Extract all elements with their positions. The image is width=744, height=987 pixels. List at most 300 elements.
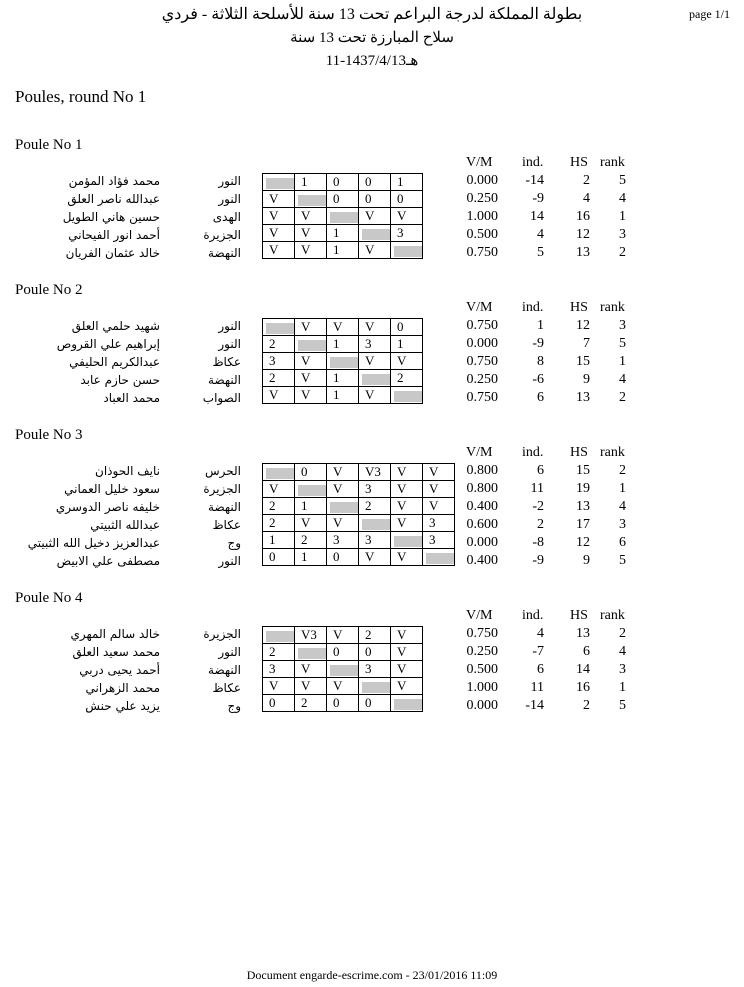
self-cell [263, 627, 295, 644]
ind-value: 5 [537, 245, 544, 260]
fencer-name: عبدالكريم الحليفي [69, 355, 160, 369]
hs-value: 19 [576, 481, 590, 496]
vm-value: 0.600 [466, 517, 498, 532]
poule-grid [262, 626, 423, 712]
hs-header: HS [570, 445, 588, 460]
tournament-title: بطولة المملكة لدرجة البراعم تحت 13 سنة للأسلحة الثلاثة - فردي [161, 6, 583, 23]
bout-result: V [263, 387, 295, 404]
bout-result: V [295, 242, 327, 259]
rank-value: 6 [619, 535, 626, 550]
grid-row [263, 174, 423, 191]
fencer-club: عكاظ [212, 355, 241, 369]
bout-result: 0 [263, 549, 295, 566]
rank-value: 1 [619, 680, 626, 695]
vm-value: 0.750 [466, 390, 498, 405]
vm-value: 0.400 [466, 499, 498, 514]
fencer-name: عبدالعزيز دخيل الله الثبيتي [27, 536, 160, 550]
fencer-name: إبراهيم علي القروص [56, 337, 160, 351]
ind-value: -9 [532, 191, 544, 206]
bout-result: V [327, 678, 359, 695]
fencer-club: الجزيرة [203, 482, 241, 496]
fencer-name: يزيد علي حنش [85, 699, 160, 713]
bout-result: 1 [295, 174, 327, 191]
fencer-name: عبدالله ناصر العلق [67, 192, 160, 206]
bout-result: V [295, 515, 327, 532]
rank-value: 2 [619, 626, 626, 641]
self-cell [295, 644, 327, 661]
hs-value: 14 [576, 662, 590, 677]
self-cell [327, 498, 359, 515]
bout-result: 2 [359, 627, 391, 644]
rank-value: 3 [619, 662, 626, 677]
bout-result: 0 [327, 549, 359, 566]
fencer-name: عبدالله الثبيتي [90, 518, 160, 532]
self-cell-fill [394, 246, 422, 257]
grid-row [263, 242, 423, 259]
hs-value: 17 [576, 517, 590, 532]
fencer-name: حسين هاني الطويل [62, 210, 160, 224]
self-cell-fill [266, 631, 294, 642]
ind-header: ind. [522, 300, 544, 315]
fencer-club: النور [218, 319, 241, 333]
poule-title: Poule No 4 [15, 590, 83, 606]
rank-header: rank [600, 608, 625, 623]
fencer-club: النور [218, 645, 241, 659]
fencer-name: شهيد حلمي العلق [71, 319, 160, 333]
fencer-name: أحمد يحيى دربي [79, 663, 160, 677]
rank-value: 3 [619, 517, 626, 532]
rank-value: 5 [619, 553, 626, 568]
vm-value: 0.500 [466, 227, 498, 242]
rank-value: 2 [619, 245, 626, 260]
fencer-club: النهضة [208, 246, 241, 260]
hs-value: 4 [583, 191, 590, 206]
bout-result: 0 [359, 174, 391, 191]
bout-result: V [391, 644, 423, 661]
fencer-name: محمد فؤاد المؤمن [68, 174, 160, 188]
self-cell [295, 191, 327, 208]
ind-value: -14 [525, 698, 544, 713]
fencer-club: الصواب [202, 391, 241, 405]
fencer-club: عكاظ [212, 681, 241, 695]
ind-value: -8 [532, 535, 544, 550]
fencer-club: النهضة [208, 500, 241, 514]
self-cell [295, 336, 327, 353]
hs-value: 7 [583, 336, 590, 351]
grid-row [263, 225, 423, 242]
fencer-club: الهدى [212, 210, 241, 224]
self-cell [359, 370, 391, 387]
ind-header: ind. [522, 445, 544, 460]
self-cell-fill [330, 212, 358, 223]
bout-result: 1 [327, 242, 359, 259]
fencer-name: محمد الزهراني [85, 681, 160, 695]
self-cell-fill [298, 340, 326, 351]
bout-result: 1 [391, 336, 423, 353]
bout-result: 2 [263, 498, 295, 515]
grid-row [263, 515, 455, 532]
self-cell [263, 464, 295, 481]
bout-result: V [359, 549, 391, 566]
fencer-name: خليفه ناصر الدوسري [55, 500, 160, 514]
bout-result: V [359, 319, 391, 336]
self-cell [391, 387, 423, 404]
bout-result: 3 [359, 481, 391, 498]
ind-value: -2 [532, 499, 544, 514]
vm-value: 0.250 [466, 372, 498, 387]
vm-header: V/M [466, 445, 493, 460]
bout-result: 1 [295, 498, 327, 515]
rank-value: 2 [619, 463, 626, 478]
grid-row [263, 661, 423, 678]
vm-value: 0.750 [466, 245, 498, 260]
fencer-club: النور [218, 174, 241, 188]
fencer-name: حسن حازم عابد [80, 373, 160, 387]
bout-result: 3 [423, 532, 455, 549]
grid-row [263, 627, 423, 644]
bout-result: 1 [327, 336, 359, 353]
hs-value: 9 [583, 372, 590, 387]
vm-value: 1.000 [466, 680, 498, 695]
bout-result: 0 [391, 319, 423, 336]
ind-value: 6 [537, 662, 544, 677]
rank-value: 4 [619, 372, 626, 387]
bout-result: V [391, 481, 423, 498]
hs-value: 15 [576, 354, 590, 369]
bout-result: V [295, 208, 327, 225]
ind-value: 4 [537, 626, 544, 641]
bout-result: 0 [327, 191, 359, 208]
bout-result: 0 [263, 695, 295, 712]
bout-result: V [263, 225, 295, 242]
grid-row [263, 532, 455, 549]
bout-result: V [327, 627, 359, 644]
grid-row [263, 481, 455, 498]
self-cell-fill [266, 468, 294, 479]
bout-result: V [295, 387, 327, 404]
ind-value: 11 [530, 680, 544, 695]
fencer-name: نايف الحوذان [95, 464, 160, 478]
ind-value: -14 [525, 173, 544, 188]
vm-value: 0.000 [466, 535, 498, 550]
bout-result: 3 [263, 353, 295, 370]
grid-row [263, 319, 423, 336]
bout-result: V [295, 678, 327, 695]
bout-result: V [391, 464, 423, 481]
hs-value: 13 [576, 626, 590, 641]
rank-value: 5 [619, 698, 626, 713]
bout-result: V [295, 319, 327, 336]
vm-value: 0.250 [466, 644, 498, 659]
bout-result: V [263, 678, 295, 695]
self-cell-fill [330, 357, 358, 368]
bout-result: 0 [295, 464, 327, 481]
bout-result: 0 [359, 644, 391, 661]
fencer-club: الجزيرة [203, 228, 241, 242]
fencer-club: النهضة [208, 373, 241, 387]
rank-value: 5 [619, 173, 626, 188]
bout-result: 2 [359, 498, 391, 515]
vm-value: 0.500 [466, 662, 498, 677]
bout-result: 2 [263, 515, 295, 532]
bout-result: 1 [327, 370, 359, 387]
self-cell [327, 208, 359, 225]
fencer-club: النور [218, 554, 241, 568]
fencer-name: أحمد انور الفيحاني [68, 228, 160, 242]
bout-result: 2 [263, 370, 295, 387]
bout-result: 0 [327, 174, 359, 191]
ind-value: 2 [537, 517, 544, 532]
bout-result: 3 [359, 336, 391, 353]
footer: Document engarde-escrime.com - 23/01/2016 11:09 [246, 968, 498, 982]
vm-header: V/M [466, 608, 493, 623]
self-cell-fill [394, 699, 422, 710]
vm-value: 0.750 [466, 354, 498, 369]
rank-header: rank [600, 300, 625, 315]
bout-result: 3 [423, 515, 455, 532]
hs-value: 6 [583, 644, 590, 659]
hs-value: 13 [576, 499, 590, 514]
self-cell-fill [394, 536, 422, 547]
ind-value: 6 [537, 390, 544, 405]
poule-title: Poule No 3 [15, 427, 83, 443]
bout-result: 0 [327, 644, 359, 661]
bout-result: V [359, 242, 391, 259]
bout-result: 3 [327, 532, 359, 549]
rank-value: 2 [619, 390, 626, 405]
grid-row [263, 498, 455, 515]
grid-row [263, 678, 423, 695]
bout-result: V [391, 498, 423, 515]
ind-value: 6 [537, 463, 544, 478]
ind-header: ind. [522, 608, 544, 623]
self-cell-fill [298, 648, 326, 659]
fencer-club: وج [227, 699, 241, 713]
self-cell [423, 549, 455, 566]
vm-value: 0.800 [466, 481, 498, 496]
bout-result: V [423, 498, 455, 515]
self-cell [295, 481, 327, 498]
self-cell [391, 532, 423, 549]
hs-value: 15 [576, 463, 590, 478]
self-cell-fill [362, 374, 390, 385]
bout-result: V [295, 370, 327, 387]
ind-value: -9 [532, 336, 544, 351]
bout-result: V [391, 678, 423, 695]
bout-result: V [263, 242, 295, 259]
ind-value: 8 [537, 354, 544, 369]
bout-result: V [295, 661, 327, 678]
vm-value: 0.250 [466, 191, 498, 206]
self-cell-fill [298, 195, 326, 206]
grid-row [263, 208, 423, 225]
self-cell [263, 174, 295, 191]
hs-value: 12 [576, 318, 590, 333]
hs-value: 12 [576, 227, 590, 242]
self-cell-fill [266, 178, 294, 189]
bout-result: V [263, 208, 295, 225]
vm-value: 0.400 [466, 553, 498, 568]
bout-result: 3 [263, 661, 295, 678]
bout-result: 3 [391, 225, 423, 242]
ind-value: 1 [537, 318, 544, 333]
fencer-club: النور [218, 337, 241, 351]
bout-result: V [391, 549, 423, 566]
hs-value: 12 [576, 535, 590, 550]
tournament-date: 11-1437/4/13هـ [325, 53, 419, 69]
weapon-subtitle: سلاح المبارزة تحت 13 سنة [290, 30, 454, 46]
vm-value: 0.750 [466, 626, 498, 641]
rank-value: 1 [619, 209, 626, 224]
self-cell [359, 678, 391, 695]
ind-value: -9 [532, 553, 544, 568]
hs-header: HS [570, 155, 588, 170]
fencer-name: محمد سعيد العلق [72, 645, 160, 659]
grid-row [263, 353, 423, 370]
self-cell [359, 515, 391, 532]
bout-result: 2 [263, 336, 295, 353]
ind-value: -7 [532, 644, 544, 659]
self-cell [263, 319, 295, 336]
grid-row [263, 695, 423, 712]
grid-row [263, 644, 423, 661]
grid-row [263, 549, 455, 566]
bout-result: V [423, 481, 455, 498]
fencer-club: النور [218, 192, 241, 206]
bout-result: V [327, 464, 359, 481]
ind-value: -6 [532, 372, 544, 387]
bout-result: V [391, 515, 423, 532]
vm-header: V/M [466, 155, 493, 170]
bout-result: V3 [295, 627, 327, 644]
bout-result: V [391, 353, 423, 370]
bout-result: V [359, 387, 391, 404]
bout-result: V [391, 208, 423, 225]
ind-header: ind. [522, 155, 544, 170]
hs-value: 13 [576, 245, 590, 260]
grid-row [263, 387, 423, 404]
grid-row [263, 336, 423, 353]
bout-result: V [295, 353, 327, 370]
bout-result: V [327, 515, 359, 532]
vm-header: V/M [466, 300, 493, 315]
bout-result: 2 [295, 532, 327, 549]
grid-row [263, 464, 455, 481]
self-cell [327, 661, 359, 678]
bout-result: V [391, 627, 423, 644]
bout-result: 2 [391, 370, 423, 387]
rank-header: rank [600, 445, 625, 460]
bout-result: V [263, 191, 295, 208]
hs-value: 16 [576, 209, 590, 224]
bout-result: 0 [359, 695, 391, 712]
ind-value: 14 [530, 209, 544, 224]
vm-value: 1.000 [466, 209, 498, 224]
fencer-club: وج [227, 536, 241, 550]
fencer-name: سعود خليل العماني [64, 482, 160, 496]
self-cell-fill [362, 682, 390, 693]
bout-result: 3 [359, 661, 391, 678]
fencer-name: خالد سالم المهري [70, 627, 160, 641]
rank-value: 3 [619, 227, 626, 242]
bout-result: 3 [359, 532, 391, 549]
bout-result: 0 [327, 695, 359, 712]
self-cell [327, 353, 359, 370]
fencer-club: الحرس [204, 464, 241, 478]
ind-value: 4 [537, 227, 544, 242]
bout-result: V [359, 353, 391, 370]
bout-result: 1 [327, 387, 359, 404]
vm-value: 0.800 [466, 463, 498, 478]
hs-header: HS [570, 300, 588, 315]
self-cell-fill [298, 485, 326, 496]
rank-value: 4 [619, 499, 626, 514]
self-cell-fill [362, 519, 390, 530]
hs-value: 13 [576, 390, 590, 405]
vm-value: 0.000 [466, 698, 498, 713]
poule-title: Poule No 2 [15, 282, 83, 298]
rank-header: rank [600, 155, 625, 170]
self-cell [391, 695, 423, 712]
self-cell-fill [266, 323, 294, 334]
bout-result: 0 [391, 191, 423, 208]
bout-result: V [295, 225, 327, 242]
bout-result: 1 [327, 225, 359, 242]
rank-value: 4 [619, 191, 626, 206]
rank-value: 1 [619, 354, 626, 369]
self-cell-fill [426, 553, 454, 564]
fencer-name: مصطفى علي الابيض [56, 554, 160, 568]
bout-result: V [327, 481, 359, 498]
bout-result: V [359, 208, 391, 225]
vm-value: 0.750 [466, 318, 498, 333]
self-cell-fill [330, 502, 358, 513]
rank-value: 3 [619, 318, 626, 333]
bout-result: V [263, 481, 295, 498]
self-cell [391, 242, 423, 259]
page-number: page 1/1 [689, 7, 730, 21]
bout-result: 2 [263, 644, 295, 661]
poule-grid [262, 173, 423, 259]
vm-value: 0.000 [466, 173, 498, 188]
self-cell [359, 225, 391, 242]
fencer-club: عكاظ [212, 518, 241, 532]
round-title: Poules, round No 1 [15, 87, 147, 106]
hs-value: 2 [583, 698, 590, 713]
poule-grid [262, 318, 423, 404]
rank-value: 4 [619, 644, 626, 659]
bout-result: 0 [359, 191, 391, 208]
self-cell-fill [362, 229, 390, 240]
hs-value: 16 [576, 680, 590, 695]
vm-value: 0.000 [466, 336, 498, 351]
bout-result: V [423, 464, 455, 481]
bout-result: V [391, 661, 423, 678]
self-cell-fill [330, 665, 358, 676]
fencer-club: النهضة [208, 663, 241, 677]
bout-result: 1 [295, 549, 327, 566]
bout-result: 1 [263, 532, 295, 549]
hs-header: HS [570, 608, 588, 623]
poule-title: Poule No 1 [15, 137, 83, 153]
rank-value: 5 [619, 336, 626, 351]
fencer-name: محمد العباد [103, 391, 160, 405]
hs-value: 2 [583, 173, 590, 188]
bout-result: 1 [391, 174, 423, 191]
grid-row [263, 191, 423, 208]
bout-result: V [327, 319, 359, 336]
rank-value: 1 [619, 481, 626, 496]
